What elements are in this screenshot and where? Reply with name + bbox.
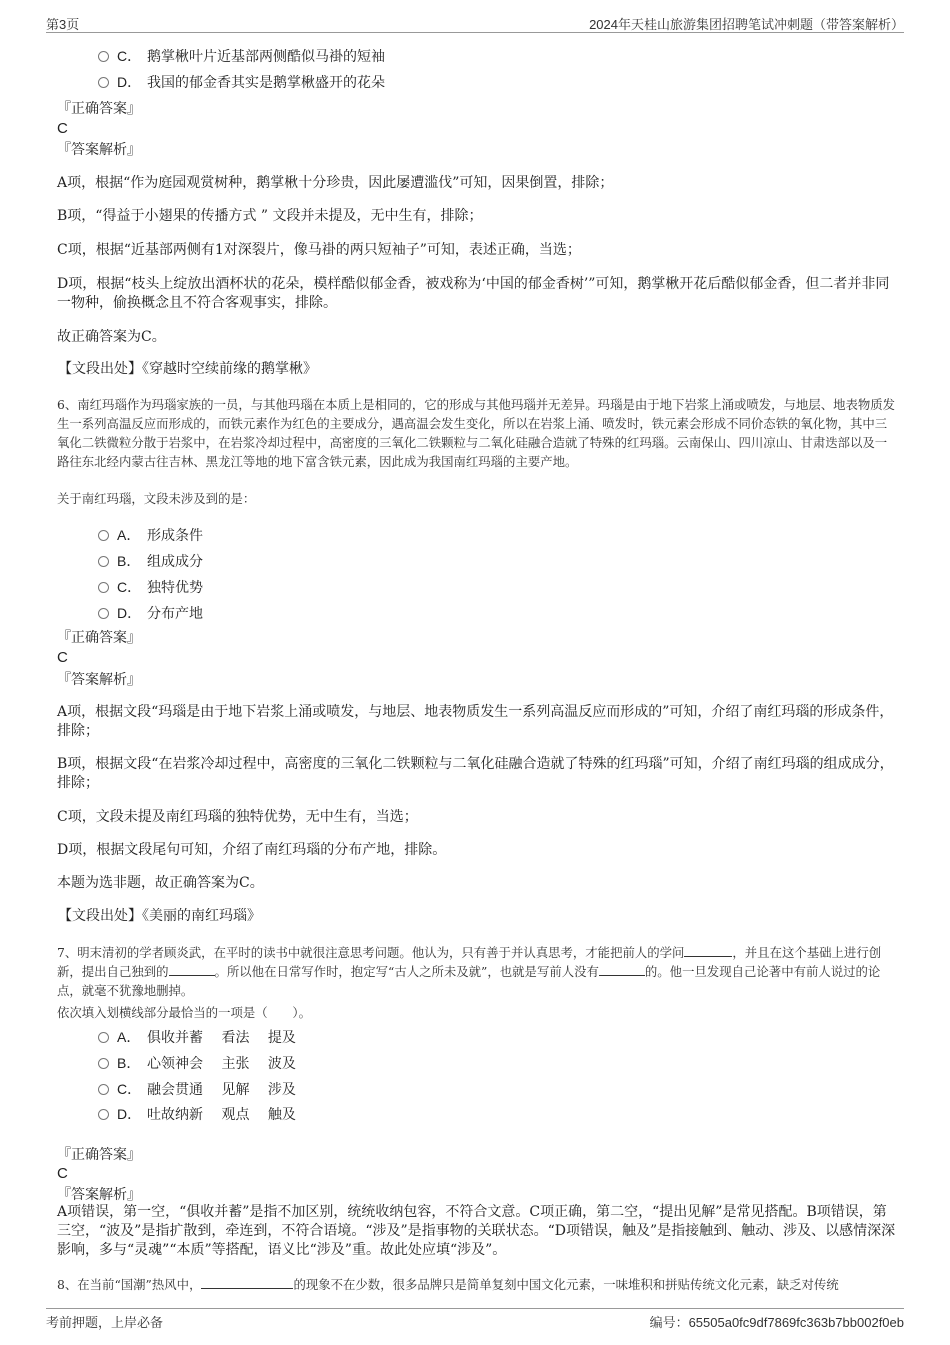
fill-blank	[201, 1275, 293, 1289]
radio-icon[interactable]	[98, 1058, 109, 1069]
q7-option-c[interactable]: C． 融会贯通 见解 涉及	[98, 1079, 296, 1099]
q7-option-b[interactable]: B． 心领神会 主张 波及	[98, 1053, 296, 1073]
q5-conclusion: 故正确答案为C。	[57, 329, 166, 345]
q6-analysis-c: C项，文段未提及南红玛瑙的独特优势，无中生有，当选；	[57, 809, 418, 825]
q7-stem: 7、明末清初的学者顾炎武，在平时的读书中就很注意思考问题。他认为，只有善于并认真思考，才能把前人的学问 ，并且在这个基础上进行创新，提出自己独到的 。所以他在日常写作时，抱定写“古人之所未及就”，也就是写前人没有 的。他一旦发现自己论著中有前人说过的论点，就毫不犹豫地删掉。	[57, 945, 882, 998]
q7-option-a[interactable]: A． 俱收并蓄 看法 提及	[98, 1027, 296, 1047]
q6-analysis-d: D项，根据文段尾句可知，介绍了南红玛瑙的分布产地，排除。	[57, 842, 447, 858]
radio-icon[interactable]	[98, 1109, 109, 1120]
q6-option-b[interactable]: B． 组成成分	[98, 551, 203, 571]
q7-correct-label: 『正确答案』	[57, 1147, 141, 1163]
q6-analysis-b: B项，根据文段“在岩浆冷却过程中，高密度的三氧化二铁颗粒与二氧化硅融合造就了特殊的红玛瑙”可知，介绍了南红玛瑙的组成成分，排除；	[57, 756, 894, 791]
q6-correct-label: 『正确答案』	[57, 630, 141, 646]
page-number: 第3页	[46, 17, 80, 32]
footer-slogan: 考前押题，上岸必备	[46, 1315, 164, 1330]
q6-option-c[interactable]: C． 独特优势	[98, 577, 203, 597]
radio-icon[interactable]	[98, 51, 109, 62]
radio-icon[interactable]	[98, 1032, 109, 1043]
radio-icon[interactable]	[98, 530, 109, 541]
q7-answer: C	[57, 1165, 68, 1182]
q5-analysis-d: D项，根据“枝头上绽放出酒杯状的花朵，模样酷似郁金香，被戏称为‘中国的郁金香树’”可知，鹅掌楸开花后酷似郁金香，但二者并非同一物种，偷换概念且不符合客观事实，排除。	[57, 276, 890, 311]
q6-analysis-label: 『答案解析』	[57, 672, 141, 688]
q7-analysis: A项错误，第一空，“俱收并蓄”是指不加区别，统统收纳包容，不符合文意。C项正确，第二空，“提出见解”是常见搭配。B项错误，第三空，“波及”是指扩散到，牵连到，不符合语境。“涉及”是指事物的关联状态。“D项错误，触及”是指接触到、触动、涉及、以感情深深影响，多与“灵魂”“本质”等搭配，语义比“涉及”重。故此处应填“涉及”。	[57, 1204, 896, 1258]
q6-option-d[interactable]: D． 分布产地	[98, 603, 203, 623]
page-footer	[46, 1308, 904, 1329]
q5-analysis-b: B项，“得益于小翅果的传播方式 ” 文段并未提及，无中生有，排除；	[57, 208, 483, 224]
q8-stem: 8、在当前“国潮”热风中， 的现象不在少数，很多品牌只是简单复刻中国文化元素，一味堆积和拼贴传统文化元素，缺乏对传统	[57, 1277, 839, 1292]
q6-conclusion: 本题为选非题，故正确答案为C。	[57, 875, 264, 891]
q6-answer: C	[57, 649, 68, 666]
q5-answer: C	[57, 120, 68, 137]
q5-analysis-c: C项，根据“近基部两侧有1对深裂片，像马褂的两只短袖子”可知，表述正确，当选；	[57, 242, 581, 258]
page-header	[46, 12, 904, 33]
q6-source: 【文段出处】《美丽的南红玛瑙》	[58, 908, 261, 924]
q5-option-c[interactable]: C． 鹅掌楸叶片近基部两侧酷似马褂的短袖	[98, 46, 385, 66]
document-title: 2024年天桂山旅游集团招聘笔试冲刺题（带答案解析）	[589, 17, 904, 32]
q6-question: 关于南红玛瑙，文段未涉及到的是：	[57, 491, 256, 506]
q5-analysis-label: 『答案解析』	[57, 142, 141, 158]
fill-blank	[684, 943, 732, 957]
document-id: 编号：65505a0fc9df7869fc363b7bb002f0eb	[649, 1315, 904, 1330]
q5-analysis-a: A项，根据“作为庭园观赏树种，鹅掌楸十分珍贵，因此屡遭滥伐”可知，因果倒置，排除；	[57, 175, 614, 191]
radio-icon[interactable]	[98, 608, 109, 619]
q7-option-d[interactable]: D． 吐故纳新 观点 触及	[98, 1104, 296, 1124]
fill-blank	[599, 962, 645, 976]
q5-correct-label: 『正确答案』	[57, 101, 141, 117]
q6-analysis-a: A项，根据文段“玛瑙是由于地下岩浆上涌或喷发，与地层、地表物质发生一系列高温反应而形成的”可知，介绍了南红玛瑙的形成条件，排除；	[57, 704, 894, 739]
fill-blank	[169, 962, 215, 976]
q7-question: 依次填入划横线部分最恰当的一项是（ ）。	[57, 1005, 312, 1020]
q6-stem: 6、南红玛瑙作为玛瑙家族的一员，与其他玛瑙在本质上是相同的，它的形成与其他玛瑙并无差异。玛瑙是由于地下岩浆上涌或喷发，与地层、地表物质发生一系列高温反应而形成的，而铁元素作为红色的主要成分，遇高温会发生变化，所以在岩浆上涌、喷发时，铁元素会形成不同价态铁的氧化物，其中三氧化二铁微粒分散于岩浆中，在岩浆冷却过程中，高密度的三氧化二铁颗粒与二氧化硅融合造就了特殊的红玛瑙。云南保山、四川凉山、甘肃迭部以及一路往东北经内蒙古往吉林、黑龙江等地的地下富含铁元素，因此成为我国南红玛瑙的主要产地。	[57, 397, 896, 469]
q7-analysis-label: 『答案解析』	[57, 1187, 141, 1203]
radio-icon[interactable]	[98, 1084, 109, 1095]
radio-icon[interactable]	[98, 582, 109, 593]
radio-icon[interactable]	[98, 77, 109, 88]
q5-source: 【文段出处】《穿越时空续前缘的鹅掌楸》	[58, 361, 317, 377]
q6-option-a[interactable]: A． 形成条件	[98, 525, 203, 545]
radio-icon[interactable]	[98, 556, 109, 567]
q5-option-d[interactable]: D． 我国的郁金香其实是鹅掌楸盛开的花朵	[98, 72, 385, 92]
